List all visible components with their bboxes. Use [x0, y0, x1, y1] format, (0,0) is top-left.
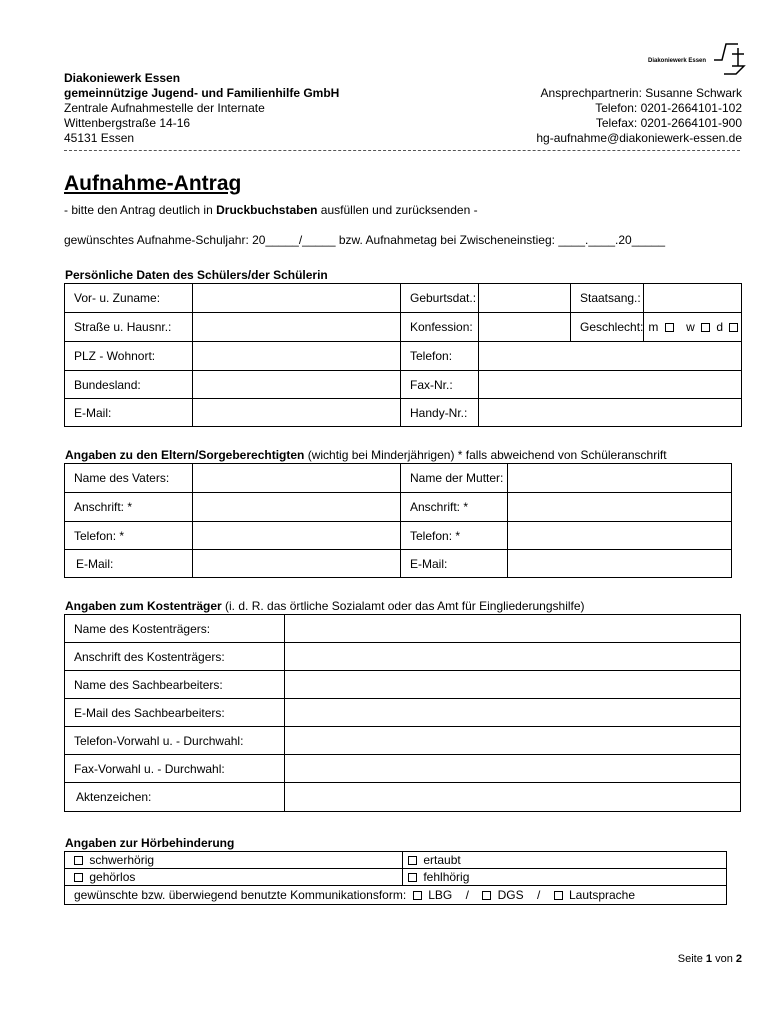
label-file-number: Aktenzeichen: [65, 783, 285, 812]
communication-row [65, 886, 727, 905]
student-heading [65, 268, 328, 282]
input-phone[interactable] [479, 342, 742, 371]
speech-label: Lautsprache [568, 888, 636, 902]
label-nationality: Staatsang.: [571, 284, 644, 313]
page-mid: von [712, 953, 736, 965]
label-clerk-email: E-Mail des Sachbearbeiters: [65, 699, 285, 727]
input-street[interactable] [193, 313, 401, 342]
label-mobile: Handy-Nr.: [401, 399, 479, 427]
input-clerk-email[interactable] [285, 699, 741, 727]
label-address-2: Anschrift: * [401, 493, 508, 522]
option-hard-of-hearing[interactable] [65, 852, 403, 869]
input-fax[interactable] [479, 371, 742, 399]
parents-heading [65, 448, 667, 462]
label-phone-1: Telefon: * [65, 522, 193, 550]
logo [648, 40, 744, 76]
label-email-2: E-Mail: [401, 550, 508, 578]
input-birth[interactable] [479, 284, 571, 313]
diakonie-logo-icon [712, 40, 748, 76]
input-email[interactable] [193, 399, 401, 427]
label-clerk-name: Name des Sachbearbeiters: [65, 671, 285, 699]
input-state[interactable] [193, 371, 401, 399]
separator-line [64, 150, 740, 151]
label-confession: Konfession: [401, 313, 479, 342]
deaf-checkbox[interactable] [74, 873, 83, 882]
input-city[interactable] [193, 342, 401, 371]
contact-block [536, 86, 742, 146]
contact-phone: Telefon: 0201-2664101-102 [595, 101, 742, 115]
label-fax: Fax-Nr.: [401, 371, 479, 399]
page-current: 1 [705, 953, 713, 965]
gender-m-label: m [648, 320, 659, 334]
page-pre: Seite [677, 953, 706, 965]
org-subname: gemeinnützige Jugend- und Familienhilfe GmbH [64, 86, 340, 100]
dgs-checkbox[interactable] [482, 891, 491, 900]
hearing-heading [65, 836, 234, 850]
label-birth: Geburtsdat.: [401, 284, 479, 313]
gender-options [644, 313, 742, 342]
organisation-address [64, 71, 339, 146]
input-phone-2[interactable] [508, 522, 732, 550]
input-clerk-phone[interactable] [285, 727, 741, 755]
gender-w-label: w [686, 320, 695, 334]
hard-of-hearing-label: schwerhörig [89, 853, 155, 867]
label-clerk-phone: Telefon-Vorwahl u. - Durchwahl: [65, 727, 285, 755]
input-address-2[interactable] [508, 493, 732, 522]
org-street: Wittenbergstraße 14-16 [64, 116, 191, 130]
label-phone: Telefon: [401, 342, 479, 371]
label-email-1: E-Mail: [65, 550, 193, 578]
label-gender: Geschlecht: [571, 313, 644, 342]
label-street: Straße u. Hausnr.: [65, 313, 193, 342]
deafened-checkbox[interactable] [408, 856, 417, 865]
mishearing-label: fehlhörig [423, 870, 470, 884]
instruction-pre: - bitte den Antrag deutlich in [64, 203, 217, 217]
input-payer-address[interactable] [285, 643, 741, 671]
page-number [678, 953, 742, 965]
hearing-table [64, 851, 727, 905]
payer-table [64, 614, 741, 812]
label-address-1: Anschrift: * [65, 493, 193, 522]
logo-text: Diakoniewerk Essen [648, 58, 707, 64]
label-email: E-Mail: [65, 399, 193, 427]
input-father[interactable] [193, 464, 401, 493]
mishearing-checkbox[interactable] [408, 873, 417, 882]
option-deaf[interactable] [65, 869, 403, 886]
label-state: Bundesland: [65, 371, 193, 399]
input-confession[interactable] [479, 313, 571, 342]
input-file-number[interactable] [285, 783, 741, 812]
student-heading-text: Persönliche Daten des Schülers/der Schülerin [65, 268, 328, 282]
parents-heading-text: Angaben zu den Eltern/Sorgeberechtigten [65, 448, 305, 462]
communication-label: gewünschte bzw. überwiegend benutzte Kommunikationsform: [74, 888, 407, 902]
option-deafened[interactable] [403, 852, 727, 869]
input-mobile[interactable] [479, 399, 742, 427]
input-payer-name[interactable] [285, 615, 741, 643]
lbg-checkbox[interactable] [413, 891, 422, 900]
page-total: 2 [735, 953, 742, 965]
label-city: PLZ - Wohnort: [65, 342, 193, 371]
gender-m-checkbox[interactable] [665, 323, 674, 332]
input-nationality[interactable] [644, 284, 742, 313]
label-name: Vor- u. Zuname: [65, 284, 193, 313]
gender-d-label: d [716, 320, 724, 334]
label-father: Name des Vaters: [65, 464, 193, 493]
label-clerk-fax: Fax-Vorwahl u. - Durchwahl: [65, 755, 285, 783]
gender-w-checkbox[interactable] [701, 323, 710, 332]
label-mother: Name der Mutter: [401, 464, 508, 493]
contact-person: Ansprechpartnerin: Susanne Schwark [540, 86, 742, 100]
org-city: 45131 Essen [64, 131, 135, 145]
parents-table [64, 463, 732, 578]
separator-1: / [465, 888, 469, 902]
input-email-1[interactable] [193, 550, 401, 578]
separator-2: / [536, 888, 541, 902]
input-mother[interactable] [508, 464, 732, 493]
hearing-heading-text: Angaben zur Hörbehinderung [65, 836, 235, 850]
contact-email[interactable]: hg-aufnahme@diakoniewerk-essen.de [536, 131, 742, 145]
school-year-line[interactable]: gewünschtes Aufnahme-Schuljahr: 20_____/_____ bzw. Aufnahmetag bei Zwischeneinstieg: ____.____.20_____ [64, 233, 666, 247]
page-title: Aufnahme-Antrag [64, 172, 242, 195]
deafened-label: ertaubt [423, 853, 461, 867]
instruction-post: ausfüllen und zurücksenden - [317, 203, 478, 217]
gender-d-checkbox[interactable] [729, 323, 738, 332]
input-name[interactable] [193, 284, 401, 313]
label-phone-2: Telefon: * [401, 522, 508, 550]
payer-heading-text: Angaben zum Kostenträger [65, 599, 222, 613]
payer-note: (i. d. R. das örtliche Sozialamt oder das Amt für Eingliederungshilfe) [221, 599, 585, 613]
instruction-bold: Druckbuchstaben [216, 203, 318, 217]
input-email-2[interactable] [508, 550, 732, 578]
deaf-label: gehörlos [89, 870, 136, 884]
input-address-1[interactable] [193, 493, 401, 522]
label-payer-address: Anschrift des Kostenträgers: [65, 643, 285, 671]
hard-of-hearing-checkbox[interactable] [74, 856, 83, 865]
parents-note: (wichtig bei Minderjährigen) * falls abweichend von Schüleranschrift [304, 448, 667, 462]
option-mishearing[interactable] [403, 869, 727, 886]
input-clerk-name[interactable] [285, 671, 741, 699]
input-clerk-fax[interactable] [285, 755, 741, 783]
instruction [64, 203, 478, 217]
speech-checkbox[interactable] [554, 891, 563, 900]
contact-fax: Telefax: 0201-2664101-900 [595, 116, 742, 130]
dgs-label: DGS [497, 888, 524, 902]
payer-heading [65, 599, 585, 613]
org-department: Zentrale Aufnahmestelle der Internate [64, 101, 265, 115]
input-phone-1[interactable] [193, 522, 401, 550]
org-name: Diakoniewerk Essen [64, 71, 181, 85]
lbg-label: LBG [428, 888, 453, 902]
label-payer-name: Name des Kostenträgers: [65, 615, 285, 643]
student-table [64, 283, 742, 427]
